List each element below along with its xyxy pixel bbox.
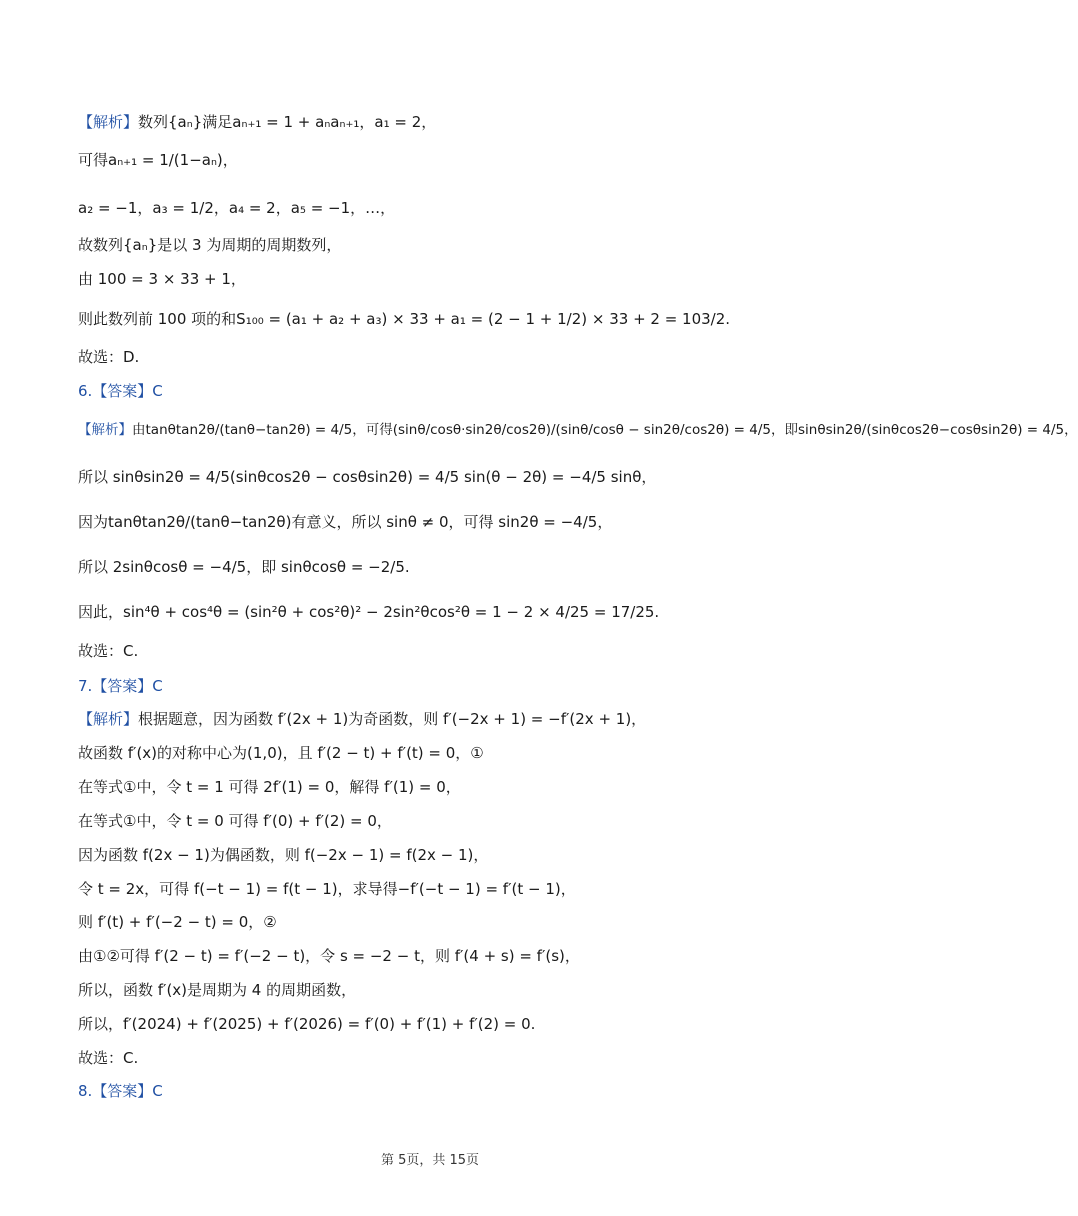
line-text: 所以 2sinθcosθ = −4/5，即 sinθcosθ = −2/5.	[78, 558, 410, 576]
line-text: 故选：C.	[78, 642, 139, 660]
line-6	[78, 309, 800, 329]
line-1	[78, 112, 800, 132]
line-26	[78, 1048, 800, 1068]
analysis-tag: 【解析】	[78, 422, 132, 438]
line-13	[78, 602, 800, 622]
line-20	[78, 845, 800, 865]
line-text: 故选：D.	[78, 348, 140, 366]
line-12	[78, 557, 800, 577]
answer-heading: 8.【答案】C	[78, 1082, 163, 1100]
line-text: 根据题意，因为函数 f′(2x + 1)为奇函数，则 f′(−2x + 1) = −f′(2x + 1)，	[138, 710, 647, 728]
line-text: 数列{aₙ}满足aₙ₊₁ = 1 + aₙaₙ₊₁，a₁ = 2，	[138, 113, 437, 131]
line-16	[78, 709, 800, 729]
line-3	[78, 198, 800, 218]
line-9	[78, 420, 1078, 440]
line-text: 故函数 f′(x)的对称中心为(1,0)，且 f′(2 − t) + f′(t) = 0，①	[78, 744, 484, 762]
line-21	[78, 879, 800, 899]
line-text: 则 f′(t) + f′(−2 − t) = 0，②	[78, 913, 277, 931]
analysis-tag: 【解析】	[78, 113, 139, 131]
line-text: 可得aₙ₊₁ = 1/(1−aₙ)，	[78, 151, 238, 169]
line-text: 因为函数 f(2x − 1)为偶函数，则 f(−2x − 1) = f(2x − 1)，	[78, 846, 489, 864]
page-footer: 第 5页，共 15页	[380, 1153, 480, 1168]
line-14	[78, 641, 800, 661]
line-text: 因为tanθtan2θ/(tanθ−tan2θ)有意义，所以 sinθ ≠ 0，可得 sin2θ = −4/5，	[78, 513, 613, 531]
answer-7-line	[78, 676, 800, 696]
line-4	[78, 235, 800, 255]
line-text: 所以，f′(2024) + f′(2025) + f′(2026) = f′(0) + f′(1) + f′(2) = 0.	[78, 1015, 536, 1033]
line-24	[78, 980, 800, 1000]
analysis-tag: 【解析】	[78, 710, 139, 728]
line-11	[78, 512, 800, 532]
line-5	[78, 269, 800, 289]
line-text: 故数列{aₙ}是以 3 为周期的周期数列，	[78, 236, 342, 254]
line-text: 故选：C.	[78, 1049, 139, 1067]
line-2	[78, 150, 800, 170]
line-22	[78, 912, 800, 932]
line-text: 由tanθtan2θ/(tanθ−tan2θ) = 4/5，可得(sinθ/cosθ·sin2θ/cos2θ)/(sinθ/cosθ − sin2θ/cos2θ) = 4/5，即sinθsin2θ/(sinθcos2θ−cosθsin2θ) = 4/5，	[132, 422, 1078, 438]
line-10	[78, 467, 800, 487]
line-text: 由 100 = 3 × 33 + 1，	[78, 270, 246, 288]
line-7	[78, 347, 800, 367]
answer-6-line	[78, 381, 800, 401]
answer-heading: 6.【答案】C	[78, 382, 163, 400]
line-25	[78, 1014, 800, 1034]
line-17	[78, 743, 800, 763]
answer-8-line	[78, 1081, 800, 1101]
line-23	[78, 946, 800, 966]
line-text: a₂ = −1，a₃ = 1/2，a₄ = 2，a₅ = −1，…，	[78, 199, 396, 217]
line-text: 令 t = 2x，可得 f(−t − 1) = f(t − 1)，求导得−f′(−t − 1) = f′(t − 1)，	[78, 880, 576, 898]
line-text: 因此，sin⁴θ + cos⁴θ = (sin²θ + cos²θ)² − 2sin²θcos²θ = 1 − 2 × 4/25 = 17/25.	[78, 603, 660, 621]
line-text: 所以，函数 f′(x)是周期为 4 的周期函数，	[78, 981, 357, 999]
answer-heading: 7.【答案】C	[78, 677, 163, 695]
line-text: 由①②可得 f′(2 − t) = f′(−2 − t)，令 s = −2 − t，则 f′(4 + s) = f′(s)，	[78, 947, 580, 965]
line-18	[78, 777, 800, 797]
line-text: 在等式①中，令 t = 0 可得 f′(0) + f′(2) = 0，	[78, 812, 392, 830]
line-text: 在等式①中，令 t = 1 可得 2f′(1) = 0，解得 f′(1) = 0，	[78, 778, 461, 796]
line-text: 所以 sinθsin2θ = 4/5(sinθcos2θ − cosθsin2θ) = 4/5 sin(θ − 2θ) = −4/5 sinθ，	[78, 468, 657, 486]
line-text: 则此数列前 100 项的和S₁₀₀ = (a₁ + a₂ + a₃) × 33 + a₁ = (2 − 1 + 1/2) × 33 + 2 = 103/2.	[78, 310, 731, 328]
line-19	[78, 811, 800, 831]
